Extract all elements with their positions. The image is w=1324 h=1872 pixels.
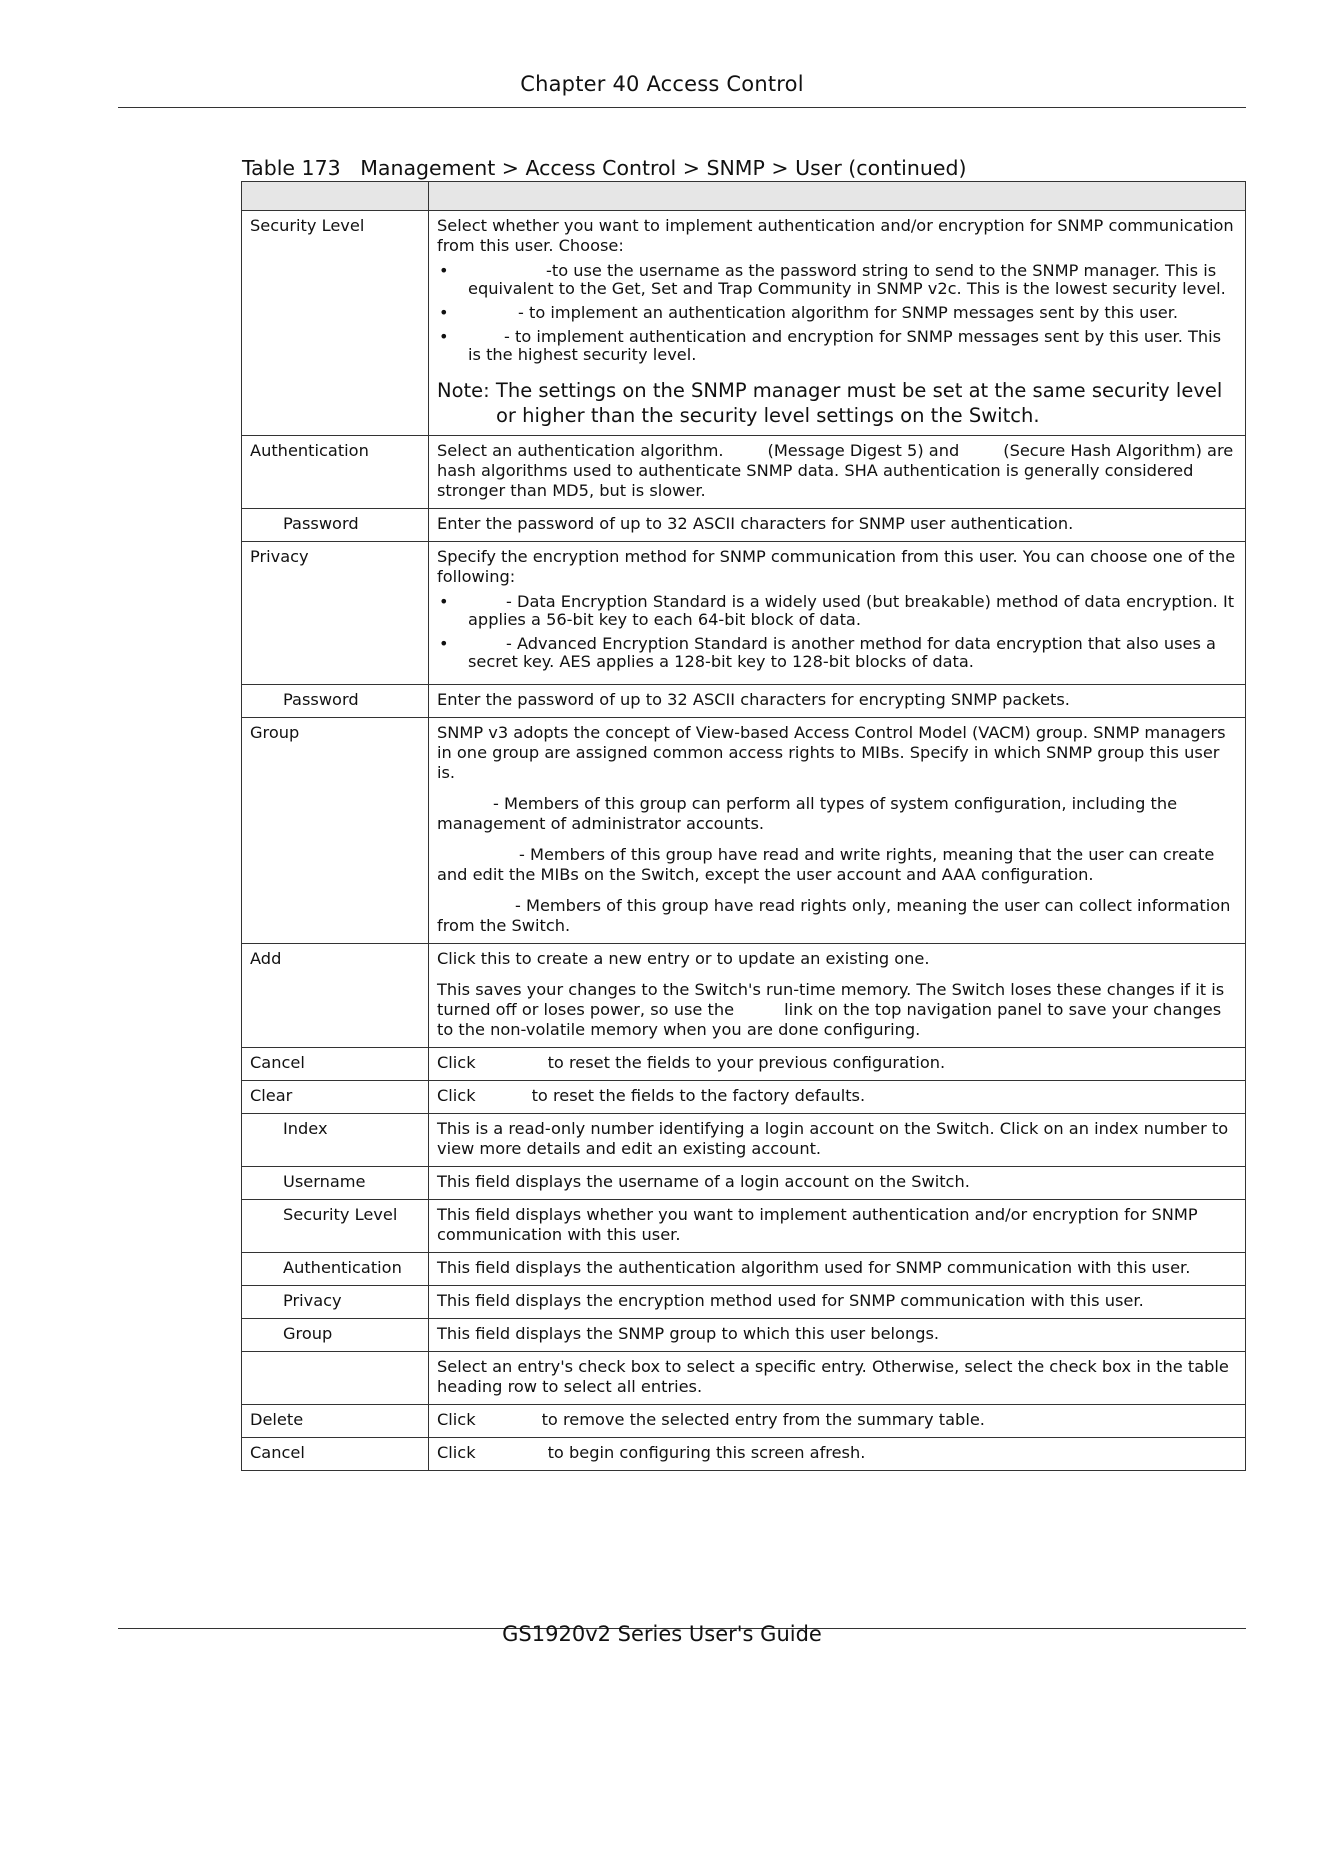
row-label: Add	[242, 944, 429, 1048]
row-label: Authentication	[242, 436, 429, 509]
row-label: Authentication	[242, 1253, 429, 1286]
table-row	[242, 1352, 1246, 1405]
option-list	[437, 593, 1237, 671]
row-label: Privacy	[242, 1286, 429, 1319]
row-description	[429, 944, 1246, 1048]
header-rule	[118, 107, 1246, 108]
row-description	[429, 542, 1246, 685]
description-text: - Members of this group have read and write rights, meaning that the user can create and edit the MIBs on the Switch, except the user account and AAA configuration.	[437, 845, 1215, 884]
row-description: This field displays the username of a login account on the Switch.	[429, 1167, 1246, 1200]
row-label: Delete	[242, 1405, 429, 1438]
row-description: This is a read-only number identifying a login account on the Switch. Click on an index number to view more details and edit an existing account.	[429, 1114, 1246, 1167]
description-text: - Members of this group have read rights only, meaning the user can collect information from the Switch.	[437, 896, 1231, 935]
row-label: Security Level	[242, 1200, 429, 1253]
row-description: This field displays the encryption method used for SNMP communication with this user.	[429, 1286, 1246, 1319]
row-label: Username	[242, 1167, 429, 1200]
row-description: Click to remove the selected entry from the summary table.	[429, 1405, 1246, 1438]
description-text: - Members of this group can perform all types of system configuration, including the management of administrator accounts.	[437, 794, 1178, 833]
row-description: Click to begin configuring this screen afresh.	[429, 1438, 1246, 1471]
row-description: Click to reset the fields to your previous configuration.	[429, 1048, 1246, 1081]
row-label: Password	[242, 509, 429, 542]
table-row	[242, 1114, 1246, 1167]
table-row	[242, 1319, 1246, 1352]
table-row	[242, 211, 1246, 436]
table-row	[242, 509, 1246, 542]
list-item: • - to implement authentication and encryption for SNMP messages sent by this user. This is the highest security level.	[437, 328, 1237, 364]
row-label: Group	[242, 1319, 429, 1352]
list-item: • - to implement an authentication algorithm for SNMP messages sent by this user.	[437, 304, 1237, 322]
row-description: This field displays the SNMP group to which this user belongs.	[429, 1319, 1246, 1352]
table-row	[242, 685, 1246, 718]
description-text: SNMP v3 adopts the concept of View-based Access Control Model (VACM) group. SNMP managers in one group are assigned common access rights to MIBs. Specify in which SNMP group this user is.	[437, 723, 1226, 782]
table-row	[242, 1048, 1246, 1081]
table-row	[242, 1253, 1246, 1286]
description-text: Specify the encryption method for SNMP communication from this user. You can choose one of the following:	[437, 547, 1236, 586]
table-row	[242, 1167, 1246, 1200]
row-label: Index	[242, 1114, 429, 1167]
row-description	[429, 211, 1246, 436]
row-description: This field displays whether you want to implement authentication and/or encryption for SNMP communication with this user.	[429, 1200, 1246, 1253]
footer-title: GS1920v2 Series User's Guide	[502, 1622, 822, 1646]
row-label: Group	[242, 718, 429, 944]
field-description-table	[241, 181, 1246, 1471]
row-description	[429, 718, 1246, 944]
row-description: Enter the password of up to 32 ASCII characters for SNMP user authentication.	[429, 509, 1246, 542]
row-label: Cancel	[242, 1048, 429, 1081]
table-caption: Table 173 Management > Access Control > SNMP > User (continued)	[242, 156, 967, 180]
row-label	[242, 1352, 429, 1405]
row-description: Select an entry's check box to select a specific entry. Otherwise, select the check box in the table heading row to select all entries.	[429, 1352, 1246, 1405]
table-row	[242, 718, 1246, 944]
row-label: Privacy	[242, 542, 429, 685]
row-label: Security Level	[242, 211, 429, 436]
row-label: Cancel	[242, 1438, 429, 1471]
table-heading-row	[242, 182, 1246, 211]
description-text: Click this to create a new entry or to update an existing one.	[437, 949, 930, 968]
table-row	[242, 1286, 1246, 1319]
table-row	[242, 944, 1246, 1048]
row-label: Password	[242, 685, 429, 718]
table-row	[242, 1438, 1246, 1471]
table-row	[242, 542, 1246, 685]
description-text: This saves your changes to the Switch's run-time memory. The Switch loses these changes if it is turned off or loses power, so use the link on the top navigation panel to save your changes to the non-volatile memory when you are done configuring.	[437, 980, 1225, 1039]
table-row	[242, 1200, 1246, 1253]
table-row	[242, 1081, 1246, 1114]
table-row	[242, 1405, 1246, 1438]
description-text: Select whether you want to implement authentication and/or encryption for SNMP communication from this user. Choose:	[437, 216, 1234, 255]
row-description: Enter the password of up to 32 ASCII characters for encrypting SNMP packets.	[429, 685, 1246, 718]
list-item: • -to use the username as the password string to send to the SNMP manager. This is equivalent to the Get, Set and Trap Community in SNMP v2c. This is the lowest security level.	[437, 262, 1237, 298]
row-description: Select an authentication algorithm. (Message Digest 5) and (Secure Hash Algorithm) are hash algorithms used to authenticate SNMP data. SHA authentication is generally considered stronger than MD5, but is slower.	[429, 436, 1246, 509]
list-item: • - Data Encryption Standard is a widely used (but breakable) method of data encryption. It applies a 56-bit key to each 64-bit block of data.	[437, 593, 1237, 629]
row-label: Clear	[242, 1081, 429, 1114]
chapter-header: Chapter 40 Access Control	[520, 72, 804, 96]
note-text: Note: The settings on the SNMP manager must be set at the same security level or higher than the security level settings on the Switch.	[437, 379, 1223, 427]
row-description: Click to reset the fields to the factory defaults.	[429, 1081, 1246, 1114]
list-item: • - Advanced Encryption Standard is another method for data encryption that also uses a secret key. AES applies a 128-bit key to 128-bit blocks of data.	[437, 635, 1237, 671]
row-description: This field displays the authentication algorithm used for SNMP communication with this user.	[429, 1253, 1246, 1286]
table-row	[242, 436, 1246, 509]
option-list	[437, 262, 1237, 364]
